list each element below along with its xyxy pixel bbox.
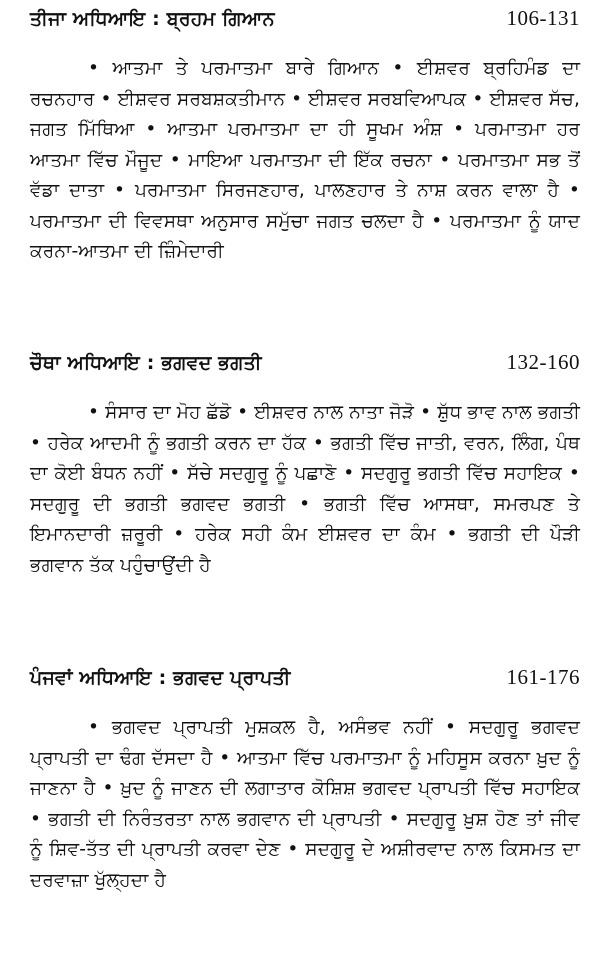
chapter-title: ਤੀਜਾ ਅਧਿਆਇ : ਬ੍ਰਹਮ ਗਿਆਨ: [30, 8, 275, 30]
chapter-heading: [30, 6, 580, 40]
chapter-five: [30, 665, 580, 915]
chapter-topics: • ਸੰਸਾਰ ਦਾ ਮੋਹ ਛੱਡੋ • ਈਸ਼ਵਰ ਨਾਲ ਨਾਤਾ ਜੋੜੋ • ਸ਼ੁੱਧ ਭਾਵ ਨਾਲ ਭਗਤੀ • ਹਰੇਕ ਆਦਮੀ ਨੂੰ ਭਗਤੀ ਕਰਨ ਦਾ ਹੱਕ • ਭਗਤੀ ਵਿੱਚ ਜਾਤੀ, ਵਰਨ, ਲਿੰਗ, ਪੰਥ ਦਾ ਕੋਈ ਬੰਧਨ ਨਹੀਂ • ਸੱਚੇ ਸਦਗੁਰੂ ਨੂੰ ਪਛਾਣੋ • ਸਦਗੁਰੂ ਭਗਤੀ ਵਿੱਚ ਸਹਾਇਕ • ਸਦਗੁਰੂ ਦੀ ਭਗਤੀ ਭਗਵਦ ਭਗਤੀ • ਭਗਤੀ ਵਿੱਚ ਆਸਥਾ, ਸਮਰਪਣ ਤੇ ਇਮਾਨਦਾਰੀ ਜ਼ਰੂਰੀ • ਹਰੇਕ ਸਹੀ ਕੰਮ ਈਸ਼ਵਰ ਦਾ ਕੰਮ • ਭਗਤੀ ਦੀ ਪੌੜੀ ਭਗਵਾਨ ਤੱਕ ਪਹੁੰਚਾਉਂਦੀ ਹੈ: [30, 402, 580, 576]
chapter-topics: • ਆਤਮਾ ਤੇ ਪਰਮਾਤਮਾ ਬਾਰੇ ਗਿਆਨ • ਈਸ਼ਵਰ ਬ੍ਰਹਿਮੰਡ ਦਾ ਰਚਨਹਾਰ • ਈਸ਼ਵਰ ਸਰਬਸ਼ਕਤੀਮਾਨ • ਈਸ਼ਵਰ ਸਰਬਵਿਆਪਕ • ਈਸ਼ਵਰ ਸੱਚ, ਜਗਤ ਮਿੱਥਿਆ • ਆਤਮਾ ਪਰਮਾਤਮਾ ਦਾ ਹੀ ਸੂਖਮ ਅੰਸ਼ • ਪਰਮਾਤਮਾ ਹਰ ਆਤਮਾ ਵਿੱਚ ਮੌਜੂਦ • ਮਾਇਆ ਪਰਮਾਤਮਾ ਦੀ ਇੱਕ ਰਚਨਾ • ਪਰਮਾਤਮਾ ਸਭ ਤੋਂ ਵੱਡਾ ਦਾਤਾ • ਪਰਮਾਤਮਾ ਸਿਰਜਣਹਾਰ, ਪਾਲਣਹਾਰ ਤੇ ਨਾਸ਼ ਕਰਨ ਵਾਲਾ ਹੈ • ਪਰਮਾਤਮਾ ਦੀ ਵਿਵਸਥਾ ਅਨੁਸਾਰ ਸਮੁੱਚਾ ਜਗਤ ਚਲਦਾ ਹੈ • ਪਰਮਾਤਮਾ ਨੂੰ ਯਾਦ ਕਰਨਾ-ਆਤਮਾ ਦੀ ਜ਼ਿੰਮੇਦਾਰੀ: [30, 58, 580, 262]
chapter-page-range: 132-160: [506, 350, 580, 374]
chapter-four: [30, 350, 580, 600]
chapter-title: ਪੰਜਵਾਂ ਅਧਿਆਇ : ਭਗਵਦ ਪ੍ਰਾਪਤੀ: [30, 667, 291, 689]
chapter-topics: • ਭਗਵਦ ਪ੍ਰਾਪਤੀ ਮੁਸ਼ਕਲ ਹੈ, ਅਸੰਭਵ ਨਹੀਂ • ਸਦਗੁਰੂ ਭਗਵਦ ਪ੍ਰਾਪਤੀ ਦਾ ਢੰਗ ਦੱਸਦਾ ਹੈ • ਆਤਮਾ ਵਿੱਚ ਪਰਮਾਤਮਾ ਨੂੰ ਮਹਿਸੂਸ ਕਰਨਾ ਖ਼ੁਦ ਨੂੰ ਜਾਣਨਾ ਹੈ • ਖ਼ੁਦ ਨੂੰ ਜਾਣਨ ਦੀ ਲਗਾਤਾਰ ਕੋਸ਼ਿਸ਼ ਭਗਵਦ ਪ੍ਰਾਪਤੀ ਵਿੱਚ ਸਹਾਇਕ • ਭਗਤੀ ਦੀ ਨਿਰੰਤਰਤਾ ਨਾਲ ਭਗਵਾਨ ਦੀ ਪ੍ਰਾਪਤੀ • ਸਦਗੁਰੂ ਖ਼ੁਸ਼ ਹੋਣ ਤਾਂ ਜੀਵ ਨੂੰ ਸ਼ਿਵ-ਤੱਤ ਦੀ ਪ੍ਰਾਪਤੀ ਕਰਵਾ ਦੇਣ • ਸਦਗੁਰੂ ਦੇ ਅਸ਼ੀਰਵਾਦ ਨਾਲ ਕਿਸਮਤ ਦਾ ਦਰਵਾਜ਼ਾ ਖੁੱਲ੍ਹਦਾ ਹੈ: [30, 717, 580, 891]
chapter-title: ਚੌਥਾ ਅਧਿਆਇ : ਭਗਵਦ ਭਗਤੀ: [30, 352, 262, 374]
chapter-page-range: 106-131: [506, 6, 580, 30]
chapter-page-range: 161-176: [506, 665, 580, 689]
chapter-heading: [30, 665, 580, 699]
chapter-three: [30, 6, 580, 286]
chapter-heading: [30, 350, 580, 384]
